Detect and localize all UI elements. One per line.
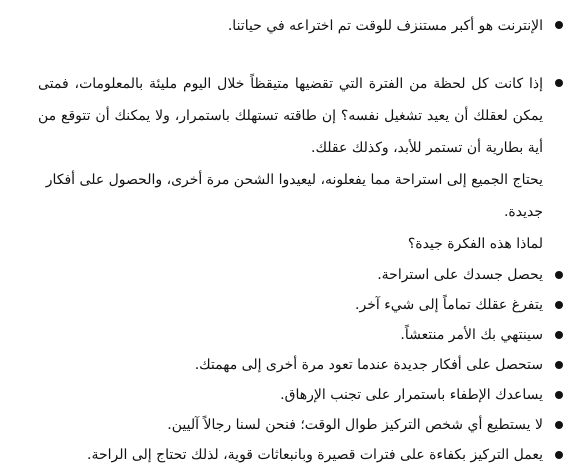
list-item-text: يتفرغ عقلك تماماً إلى شيء آخر.: [355, 297, 543, 313]
spacer: [38, 42, 565, 68]
bullet-icon: [555, 21, 563, 29]
document-body: [38, 10, 565, 470]
bullet-icon: [555, 451, 563, 459]
paragraph-bullet-text: إذا كانت كل لحظة من الفترة التي تقضيها متيقظاً خلال اليوم مليئة بالمعلومات، فمتى يمكن لعقلك أن يعيد تشغيل نفسه؟ إن طاقته تستهلك باستمرار، ولا يمكنك أن تتوقع من أية بطارية أن تستمر للأبد، وكذلك عقلك.: [38, 76, 543, 156]
list-item: [38, 350, 565, 380]
list-item-text: لا يستطيع أي شخص التركيز طوال الوقت؛ فنحن لسنا رجالاً آليين.: [167, 417, 543, 433]
bullet-icon: [555, 421, 563, 429]
bullet-icon: [555, 271, 563, 279]
list-item-text: يحصل جسدك على استراحة.: [377, 267, 543, 283]
list-item-text: ستحصل على أفكار جديدة عندما تعود مرة أخرى إلى مهمتك.: [194, 357, 543, 373]
bullet-icon: [555, 391, 563, 399]
list-item: [38, 260, 565, 290]
list-item: [38, 320, 565, 350]
paragraph-line-2: يحتاج الجميع إلى استراحة مما يفعلونه، ليعيدوا الشحن مرة أخرى، والحصول على أفكار جديدة.: [45, 172, 543, 220]
bullet-icon: [555, 79, 563, 87]
list-item: [38, 380, 565, 410]
bullet-icon: [555, 301, 563, 309]
bullet-icon: [555, 361, 563, 369]
bullet-icon: [555, 331, 563, 339]
list-item: [38, 290, 565, 320]
list-item: [38, 440, 565, 470]
benefits-list: [38, 260, 565, 470]
list-item: [38, 410, 565, 440]
list-item-text: سينتهي بك الأمر منتعشاً.: [400, 327, 543, 343]
intro-bullet-text: الإنترنت هو أكبر مستنزف للوقت تم اختراعه في حياتنا.: [227, 18, 543, 34]
list-item-text: يساعدك الإطفاء باستمرار على تجنب الإرهاق.: [280, 387, 543, 403]
paragraph-question: لماذا هذه الفكرة جيدة؟: [407, 236, 543, 252]
intro-bullet-item: [38, 10, 565, 42]
paragraph-bullet-item: [38, 68, 565, 164]
list-item-text: يعمل التركيز بكفاءة على فترات قصيرة وبانبعاثات قوية، لذلك تحتاج إلى الراحة.: [87, 447, 543, 463]
